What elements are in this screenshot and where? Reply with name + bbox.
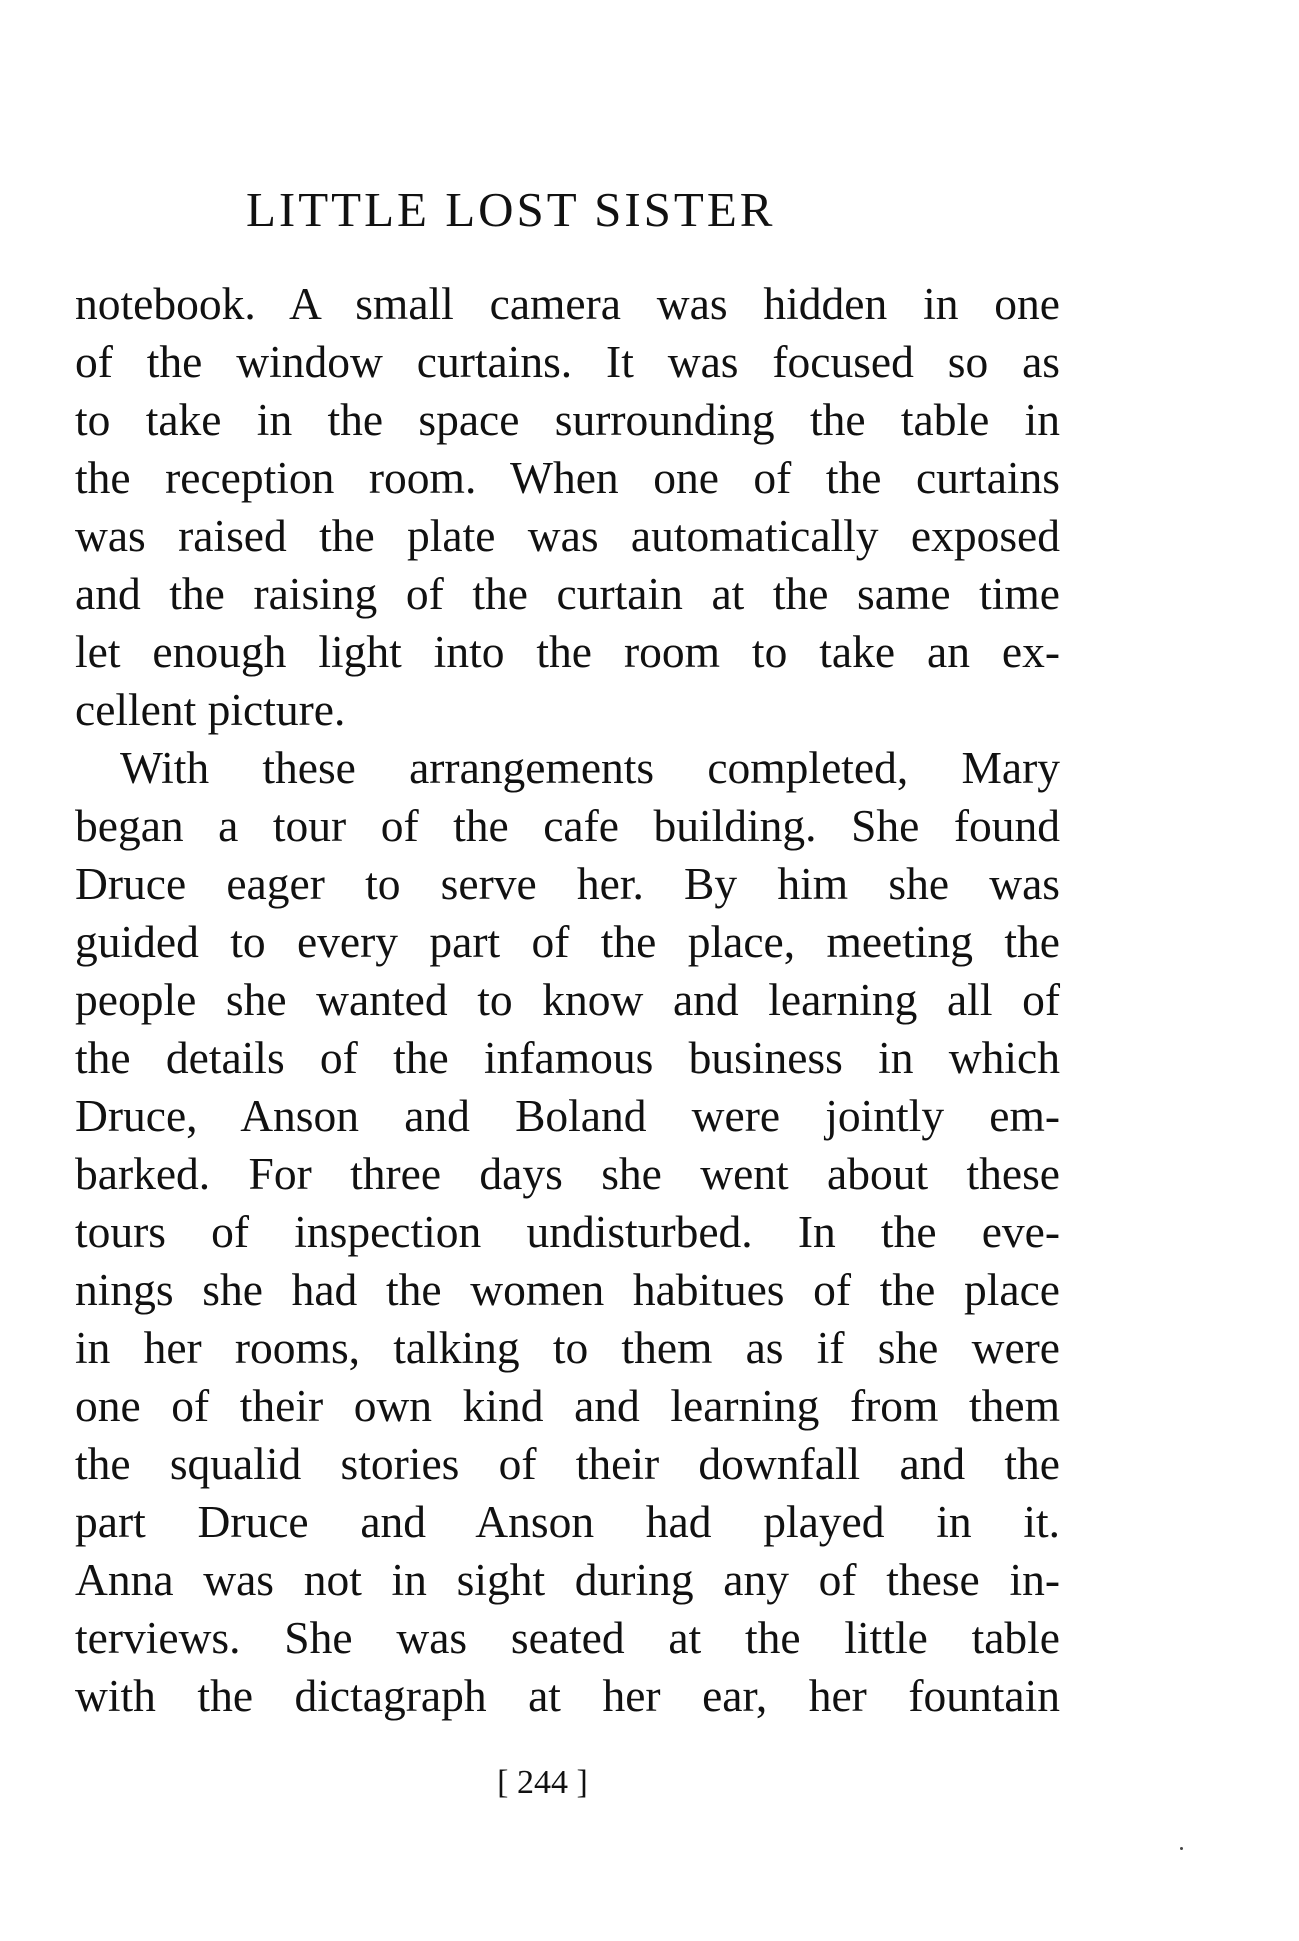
text-line: barked. For three days she went about these: [75, 1148, 1060, 1199]
text-line: of the window curtains. It was focused so as: [75, 336, 1060, 387]
text-line: Anna was not in sight during any of these in-: [75, 1554, 1060, 1605]
text-line: with the dictagraph at her ear, her fountain: [75, 1670, 1060, 1721]
text-line: guided to every part of the place, meeting the: [75, 916, 1060, 967]
text-line: nings she had the women habitues of the place: [75, 1264, 1060, 1315]
paragraph-2: [75, 739, 1060, 1725]
text-line: the details of the infamous business in which: [75, 1032, 1060, 1083]
text-line: the reception room. When one of the curtains: [75, 452, 1060, 503]
text-line: people she wanted to know and learning all of: [75, 974, 1060, 1025]
text-line: and the raising of the curtain at the same time: [75, 568, 1060, 619]
text-line: Druce, Anson and Boland were jointly em-: [75, 1090, 1060, 1141]
text-line: cellent picture.: [75, 684, 346, 735]
paper-speck: [1180, 1847, 1183, 1850]
text-line: was raised the plate was automatically exposed: [75, 510, 1060, 561]
page-number: [ 244 ]: [497, 1764, 588, 1801]
text-line: Druce eager to serve her. By him she was: [75, 858, 1060, 909]
running-head: LITTLE LOST SISTER: [246, 182, 776, 237]
body-text: [75, 275, 1060, 1725]
text-line: let enough light into the room to take an ex-: [75, 626, 1060, 677]
text-line: tours of inspection undisturbed. In the eve-: [75, 1206, 1060, 1257]
text-line: to take in the space surrounding the table in: [75, 394, 1060, 445]
text-line: With these arrangements completed, Mary: [120, 742, 1060, 793]
paragraph-1: [75, 275, 1060, 739]
text-line: notebook. A small camera was hidden in one: [75, 278, 1060, 329]
text-line: in her rooms, talking to them as if she were: [75, 1322, 1060, 1373]
text-line: one of their own kind and learning from them: [75, 1380, 1060, 1431]
text-line: the squalid stories of their downfall and the: [75, 1438, 1060, 1489]
text-line: terviews. She was seated at the little table: [75, 1612, 1060, 1663]
text-line: began a tour of the cafe building. She found: [75, 800, 1060, 851]
text-line: part Druce and Anson had played in it.: [75, 1496, 1060, 1547]
